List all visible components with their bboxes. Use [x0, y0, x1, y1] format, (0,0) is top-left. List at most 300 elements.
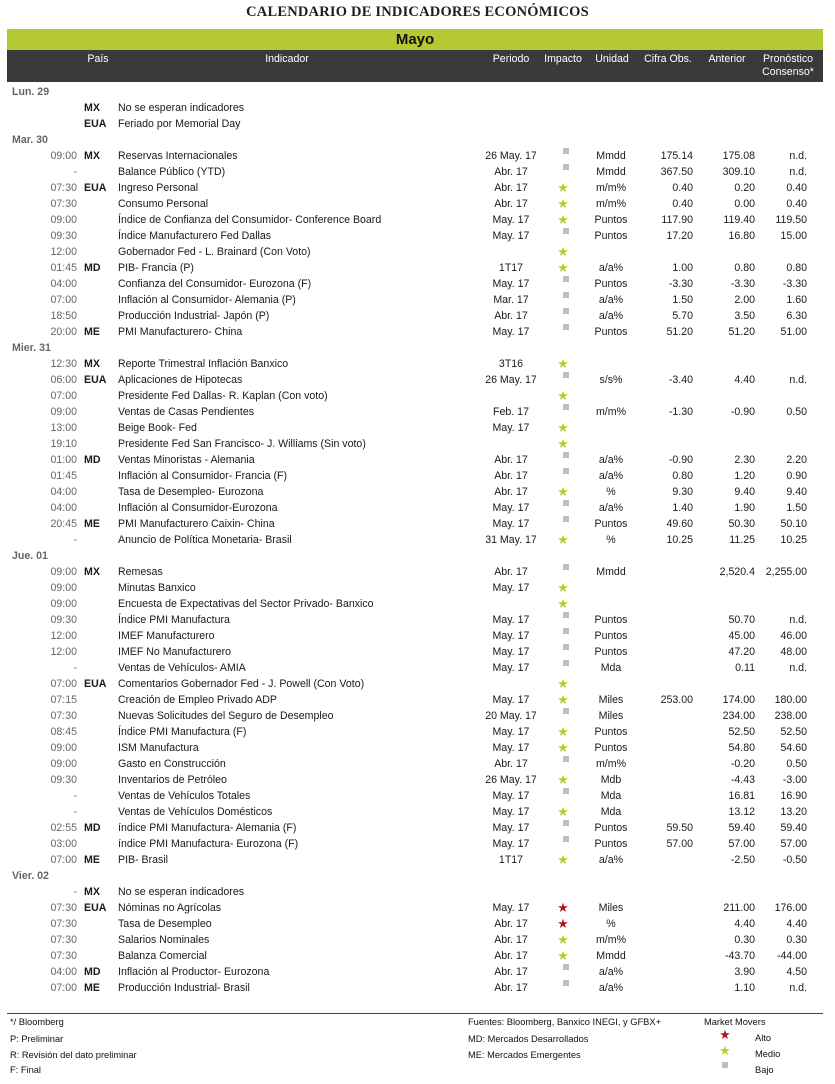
time-cell: 04:00	[50, 966, 77, 978]
unit-cell: Miles	[598, 694, 624, 706]
day-label: Jue. 01	[12, 550, 48, 562]
time-cell: 09:00	[50, 582, 77, 594]
previous-cell: -0.90	[730, 406, 755, 418]
month-bar: Mayo	[7, 29, 823, 50]
table-row	[7, 388, 823, 404]
unit-cell: a/a%	[598, 262, 624, 274]
indicator-cell: Minutas Banxico	[118, 582, 196, 594]
table-row	[7, 836, 823, 852]
period-cell: May. 17	[492, 278, 530, 290]
header-anterior: Anterior	[708, 53, 746, 65]
footnote-bloomberg: */ Bloomberg	[10, 1017, 64, 1027]
table-row	[7, 964, 823, 980]
time-cell: 07:00	[50, 854, 77, 866]
table-row	[7, 580, 823, 596]
previous-cell: 52.50	[728, 726, 755, 738]
indicator-cell: Remesas	[118, 566, 163, 578]
medium-impact-star-icon: ★	[557, 676, 569, 691]
medium-impact-star-icon: ★	[557, 804, 569, 819]
footer-divider	[7, 1013, 823, 1014]
period-cell: 20 May. 17	[485, 710, 537, 722]
period-cell: May. 17	[492, 822, 530, 834]
indicator-cell: Índice PMI Manufactura	[118, 614, 230, 626]
medium-impact-star-icon: ★	[557, 212, 569, 227]
medium-impact-star-icon: ★	[557, 852, 569, 867]
indicator-cell: Inflación al Productor- Eurozona	[118, 966, 270, 978]
indicator-cell: No se esperan indicadores	[118, 886, 245, 898]
table-row	[7, 100, 823, 116]
observed-cell: -0.90	[668, 454, 693, 466]
footnote-revision: R: Revisión del dato preliminar	[10, 1050, 137, 1060]
unit-cell: m/m%	[595, 182, 626, 194]
observed-cell: 59.50	[666, 822, 693, 834]
table-row	[7, 772, 823, 788]
indicator-cell: No se esperan indicadores	[118, 102, 245, 114]
indicator-cell: Ventas de Casas Pendientes	[118, 406, 255, 418]
header-cifra: Cifra Obs.	[644, 53, 692, 65]
legend-high-label: Alto	[755, 1033, 772, 1043]
medium-impact-star-icon: ★	[557, 596, 569, 611]
previous-cell: 50.30	[728, 518, 755, 530]
day-header-row	[7, 84, 823, 100]
period-cell: 1T17	[498, 262, 524, 274]
period-cell: May. 17	[492, 518, 530, 530]
previous-cell: 13.12	[728, 806, 755, 818]
indicator-cell: IMEF No Manufacturero	[118, 646, 232, 658]
country-cell: MD	[84, 262, 101, 274]
unit-cell: Mda	[600, 662, 622, 674]
table-row	[7, 916, 823, 932]
indicator-cell: Ingreso Personal	[118, 182, 199, 194]
header-impacto: Impacto	[544, 53, 582, 65]
unit-cell: m/m%	[595, 934, 626, 946]
medium-impact-star-icon: ★	[557, 180, 569, 195]
indicator-cell: Índice de Confianza del Consumidor- Conference Board	[118, 214, 382, 226]
indicator-cell: PIB- Brasil	[118, 854, 169, 866]
table-row	[7, 324, 823, 340]
period-cell: May. 17	[492, 614, 530, 626]
indicator-cell: Encuesta de Expectativas del Sector Privado- Banxico	[118, 598, 374, 610]
previous-cell: 4.40	[734, 918, 755, 930]
unit-cell: Mmdd	[596, 150, 626, 162]
unit-cell: Puntos	[594, 838, 628, 850]
time-cell: 08:45	[50, 726, 77, 738]
previous-cell: -2.50	[730, 854, 755, 866]
time-cell: 07:30	[50, 198, 77, 210]
unit-cell: Puntos	[594, 230, 628, 242]
table-row	[7, 148, 823, 164]
forecast-cell: 0.50	[786, 406, 807, 418]
forecast-cell: 119.50	[775, 214, 807, 226]
observed-cell: 9.30	[672, 486, 693, 498]
page-title: CALENDARIO DE INDICADORES ECONÓMICOS	[246, 4, 589, 20]
indicator-cell: PIB- Francia (P)	[118, 262, 194, 274]
previous-cell: 211.00	[723, 902, 755, 914]
time-cell: 01:45	[50, 470, 77, 482]
table-row	[7, 788, 823, 804]
indicator-cell: Tasa de Desempleo- Eurozona	[118, 486, 264, 498]
table-row	[7, 532, 823, 548]
table-row	[7, 644, 823, 660]
time-cell: 07:00	[50, 390, 77, 402]
indicator-cell: Ventas de Vehículos Totales	[118, 790, 251, 802]
observed-cell: 57.00	[666, 838, 693, 850]
table-row	[7, 180, 823, 196]
table-row	[7, 948, 823, 964]
forecast-cell: 0.40	[786, 182, 807, 194]
unit-cell: m/m%	[595, 406, 626, 418]
country-cell: EUA	[84, 902, 107, 914]
indicator-cell: índice PMI Manufactura- Eurozona (F)	[118, 838, 299, 850]
period-cell: 31 May. 17	[485, 534, 537, 546]
medium-impact-star-icon: ★	[557, 260, 569, 275]
time-cell: 07:00	[50, 678, 77, 690]
forecast-cell: 16.90	[780, 790, 807, 802]
forecast-cell: 46.00	[780, 630, 807, 642]
unit-cell: a/a%	[598, 310, 624, 322]
country-cell: EUA	[84, 374, 107, 386]
time-cell: 12:30	[50, 358, 77, 370]
country-cell: ME	[84, 982, 100, 994]
unit-cell: %	[606, 486, 616, 498]
table-row	[7, 884, 823, 900]
table-row	[7, 308, 823, 324]
medium-impact-star-icon: ★	[557, 772, 569, 787]
time-cell: 07:30	[50, 182, 77, 194]
forecast-cell: 0.80	[786, 262, 807, 274]
previous-cell: 0.20	[734, 182, 755, 194]
previous-cell: 2.30	[734, 454, 755, 466]
table-row	[7, 260, 823, 276]
indicator-cell: Nóminas no Agrícolas	[118, 902, 222, 914]
medium-impact-star-icon: ★	[557, 932, 569, 947]
unit-cell: a/a%	[598, 854, 624, 866]
unit-cell: m/m%	[595, 758, 626, 770]
period-cell: May. 17	[492, 662, 530, 674]
forecast-cell: n.d.	[789, 166, 807, 178]
unit-cell: a/a%	[598, 982, 624, 994]
unit-cell: a/a%	[598, 470, 624, 482]
period-cell: Abr. 17	[494, 486, 528, 498]
indicator-cell: PMI Manufacturero Caixin- China	[118, 518, 275, 530]
time-cell: 01:45	[50, 262, 77, 274]
period-cell: Abr. 17	[494, 566, 528, 578]
period-cell: May. 17	[492, 326, 530, 338]
forecast-cell: 2,255.00	[765, 566, 807, 578]
indicator-cell: Inflación al Consumidor- Francia (F)	[118, 470, 287, 482]
table-row	[7, 196, 823, 212]
time-cell: 09:00	[50, 150, 77, 162]
previous-cell: 174.00	[722, 694, 755, 706]
table-row	[7, 804, 823, 820]
previous-cell: 45.00	[728, 630, 755, 642]
observed-cell: 1.00	[672, 262, 693, 274]
previous-cell: 57.00	[728, 838, 755, 850]
previous-cell: 119.40	[723, 214, 755, 226]
high-impact-star-icon: ★	[557, 900, 569, 915]
forecast-cell: 176.00	[774, 902, 807, 914]
header-periodo: Periodo	[492, 53, 530, 65]
forecast-cell: 0.50	[786, 758, 807, 770]
table-row	[7, 292, 823, 308]
forecast-cell: 10.25	[780, 534, 807, 546]
period-cell: Abr. 17	[494, 454, 528, 466]
unit-cell: Puntos	[594, 326, 628, 338]
table-row	[7, 500, 823, 516]
observed-cell: 253.00	[660, 694, 693, 706]
period-cell: Abr. 17	[494, 310, 528, 322]
footer-md: MD: Mercados Desarrollados	[468, 1034, 589, 1044]
previous-cell: 3.50	[734, 310, 755, 322]
forecast-cell: n.d.	[789, 614, 807, 626]
period-cell: Abr. 17	[494, 950, 528, 962]
period-cell: May. 17	[492, 422, 530, 434]
period-cell: Abr. 17	[494, 182, 528, 194]
country-cell: ME	[84, 518, 100, 530]
forecast-cell: 54.60	[780, 742, 807, 754]
country-cell: MX	[84, 358, 100, 370]
time-cell: -	[73, 886, 77, 898]
country-cell: MD	[84, 454, 101, 466]
forecast-cell: 0.90	[786, 470, 807, 482]
table-row	[7, 660, 823, 676]
period-cell: Abr. 17	[494, 198, 528, 210]
table-row	[7, 564, 823, 580]
time-cell: 09:00	[50, 406, 77, 418]
table-row	[7, 228, 823, 244]
observed-cell: 49.60	[666, 518, 693, 530]
period-cell: Mar. 17	[493, 294, 529, 306]
table-row	[7, 756, 823, 772]
time-cell: 20:00	[50, 326, 77, 338]
unit-cell: m/m%	[595, 198, 626, 210]
previous-cell: 51.20	[728, 326, 755, 338]
forecast-cell: 6.30	[786, 310, 807, 322]
day-header-row	[7, 548, 823, 564]
observed-cell: 1.40	[672, 502, 693, 514]
unit-cell: Mda	[600, 790, 622, 802]
medium-impact-star-icon: ★	[557, 692, 569, 707]
medium-impact-star-icon: ★	[557, 436, 569, 451]
unit-cell: Puntos	[594, 518, 628, 530]
medium-impact-star-icon: ★	[557, 580, 569, 595]
table-row	[7, 244, 823, 260]
period-cell: 1T17	[498, 854, 524, 866]
observed-cell: 175.14	[660, 150, 693, 162]
time-cell: -	[73, 662, 77, 674]
unit-cell: %	[606, 534, 616, 546]
forecast-cell: 1.60	[786, 294, 807, 306]
legend-low-label: Bajo	[755, 1065, 774, 1075]
unit-cell: Puntos	[594, 214, 628, 226]
table-header	[7, 50, 823, 82]
forecast-cell: 180.00	[774, 694, 807, 706]
indicator-cell: Ventas Minoristas - Alemania	[118, 454, 255, 466]
unit-cell: Mda	[600, 806, 622, 818]
period-cell: May. 17	[492, 694, 530, 706]
indicator-cell: Producción Industrial- Brasil	[118, 982, 250, 994]
forecast-cell: 57.00	[780, 838, 807, 850]
medium-impact-star-icon: ★	[557, 420, 569, 435]
forecast-cell: -44.00	[776, 950, 807, 962]
unit-cell: Puntos	[594, 822, 628, 834]
unit-cell: Puntos	[594, 646, 628, 658]
header-pronostico: Pronóstico	[762, 53, 814, 65]
day-label: Vier. 02	[12, 870, 49, 882]
indicator-cell: Producción Industrial- Japón (P)	[118, 310, 270, 322]
indicator-cell: Feriado por Memorial Day	[118, 118, 241, 130]
indicator-cell: Inventarios de Petróleo	[118, 774, 227, 786]
time-cell: 06:00	[50, 374, 77, 386]
previous-cell: 1.10	[734, 982, 755, 994]
previous-cell: 2.00	[734, 294, 755, 306]
time-cell: 09:30	[50, 614, 77, 626]
previous-cell: 54.80	[728, 742, 755, 754]
period-cell: Feb. 17	[493, 406, 529, 418]
previous-cell: 0.00	[734, 198, 755, 210]
indicator-cell: PMI Manufacturero- China	[118, 326, 243, 338]
forecast-cell: n.d.	[789, 662, 807, 674]
indicator-cell: Anuncio de Política Monetaria- Brasil	[118, 534, 292, 546]
header-consenso: Consenso*	[762, 66, 814, 78]
medium-impact-star-icon: ★	[557, 356, 569, 371]
unit-cell: Puntos	[594, 614, 628, 626]
period-cell: May. 17	[492, 742, 530, 754]
country-cell: MX	[84, 886, 100, 898]
time-cell: 18:50	[50, 310, 77, 322]
footnote-final: F: Final	[10, 1065, 41, 1075]
time-cell: 04:00	[50, 502, 77, 514]
time-cell: 07:30	[50, 710, 77, 722]
observed-cell: 17.20	[666, 230, 693, 242]
period-cell: May. 17	[492, 902, 530, 914]
previous-cell: 1.90	[734, 502, 755, 514]
previous-cell: 234.00	[722, 710, 755, 722]
legend-medium-label: Medio	[755, 1049, 781, 1059]
time-cell: 09:00	[50, 598, 77, 610]
indicator-cell: Confianza del Consumidor- Eurozona (F)	[118, 278, 312, 290]
unit-cell: %	[606, 918, 616, 930]
indicator-cell: Balance Público (YTD)	[118, 166, 226, 178]
forecast-cell: 4.40	[786, 918, 807, 930]
table-row	[7, 452, 823, 468]
period-cell: May. 17	[492, 230, 530, 242]
forecast-cell: 238.00	[774, 710, 807, 722]
previous-cell: 1.20	[734, 470, 755, 482]
medium-impact-star-icon: ★	[557, 244, 569, 259]
observed-cell: 0.40	[672, 182, 693, 194]
country-cell: ME	[84, 854, 100, 866]
previous-cell: 47.20	[728, 646, 755, 658]
forecast-cell: 59.40	[780, 822, 807, 834]
country-cell: EUA	[84, 118, 107, 130]
time-cell: 07:00	[50, 294, 77, 306]
forecast-cell: 48.00	[780, 646, 807, 658]
medium-impact-star-icon: ★	[557, 484, 569, 499]
observed-cell: 117.90	[661, 214, 693, 226]
previous-cell: 0.80	[734, 262, 755, 274]
forecast-cell: 50.10	[780, 518, 807, 530]
previous-cell: 4.40	[734, 374, 755, 386]
unit-cell: Mdb	[600, 774, 622, 786]
period-cell: May. 17	[492, 214, 530, 226]
period-cell: 26 May. 17	[485, 374, 537, 386]
indicator-cell: IMEF Manufacturero	[118, 630, 215, 642]
footer-me: ME: Mercados Emergentes	[468, 1050, 581, 1060]
unit-cell: Mmdd	[596, 166, 626, 178]
country-cell: MD	[84, 822, 101, 834]
time-cell: 13:00	[50, 422, 77, 434]
medium-impact-star-icon: ★	[557, 196, 569, 211]
table-row	[7, 116, 823, 132]
period-cell: Abr. 17	[494, 934, 528, 946]
table-row	[7, 164, 823, 180]
table-row	[7, 516, 823, 532]
previous-cell: 59.40	[728, 822, 755, 834]
indicator-cell: Reporte Trimestral Inflación Banxico	[118, 358, 289, 370]
period-cell: Abr. 17	[494, 918, 528, 930]
previous-cell: 309.10	[722, 166, 755, 178]
time-cell: 12:00	[50, 630, 77, 642]
time-cell: 07:30	[50, 934, 77, 946]
indicator-cell: Creación de Empleo Privado ADP	[118, 694, 277, 706]
indicator-cell: Gobernador Fed - L. Brainard (Con Voto)	[118, 246, 311, 258]
indicator-cell: Inflación al Consumidor- Alemania (P)	[118, 294, 296, 306]
time-cell: 09:00	[50, 742, 77, 754]
indicator-cell: Balanza Comercial	[118, 950, 207, 962]
table-row	[7, 628, 823, 644]
previous-cell: 11.25	[729, 534, 755, 546]
forecast-cell: n.d.	[789, 374, 807, 386]
time-cell: -	[73, 534, 77, 546]
country-cell: MX	[84, 102, 100, 114]
period-cell: Abr. 17	[494, 470, 528, 482]
table-row	[7, 420, 823, 436]
time-cell: 07:30	[50, 950, 77, 962]
time-cell: 07:30	[50, 918, 77, 930]
time-cell: 09:30	[50, 774, 77, 786]
period-cell: May. 17	[492, 646, 530, 658]
period-cell: Abr. 17	[494, 758, 528, 770]
indicator-cell: Comentarios Gobernador Fed - J. Powell (Con Voto)	[118, 678, 365, 690]
observed-cell: 51.20	[666, 326, 693, 338]
day-label: Mier. 31	[12, 342, 51, 354]
day-label: Mar. 30	[12, 134, 48, 146]
table-row	[7, 740, 823, 756]
forecast-cell: -0.50	[782, 854, 807, 866]
unit-cell: s/s%	[599, 374, 623, 386]
medium-impact-star-icon: ★	[557, 740, 569, 755]
time-cell: 20:45	[50, 518, 77, 530]
country-cell: EUA	[84, 678, 107, 690]
country-cell: MD	[84, 966, 101, 978]
unit-cell: a/a%	[598, 502, 624, 514]
medium-impact-star-icon: ★	[719, 1043, 731, 1058]
observed-cell: 5.70	[672, 310, 693, 322]
time-cell: -	[73, 790, 77, 802]
table-row	[7, 356, 823, 372]
table-row	[7, 404, 823, 420]
medium-impact-star-icon: ★	[557, 532, 569, 547]
forecast-cell: -3.30	[782, 278, 807, 290]
time-cell: -	[73, 806, 77, 818]
footer-sources: Fuentes: Bloomberg, Banxico INEGI, y GFBX+	[468, 1017, 661, 1027]
unit-cell: Mmdd	[596, 950, 626, 962]
table-row	[7, 692, 823, 708]
time-cell: 04:00	[50, 486, 77, 498]
country-cell: ME	[84, 326, 100, 338]
unit-cell: a/a%	[598, 454, 624, 466]
